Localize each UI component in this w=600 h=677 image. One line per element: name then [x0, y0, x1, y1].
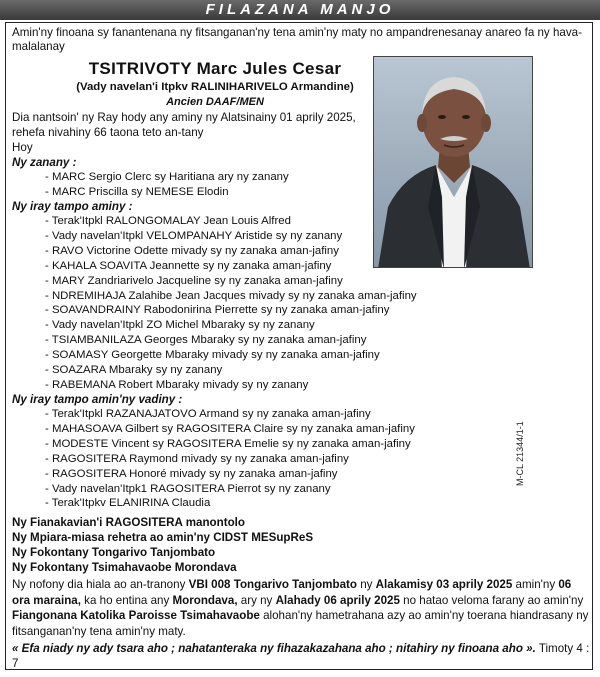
death-notice-line: Dia nantsoin' ny Ray hody any aminy ny Alatsinainy 01 aprily 2025, [12, 111, 356, 124]
list-item: - MARC Priscilla sy NEMESE Elodin [45, 185, 229, 198]
list-item: - Vady navelan'Itpkl ZO Michel Mbaraky sy ny zanany [45, 319, 315, 332]
deceased-title: Ancien DAAF/MEN [166, 96, 264, 108]
list-item: - Terak'Itpkv ELANIRINA Claudia [45, 497, 211, 510]
death-notice [12, 110, 372, 155]
list-item: - NDREMIHAJA Zalahibe Jean Jacques mivady sy ny zanaka aman-jafiny [45, 289, 417, 302]
family-groups [12, 515, 313, 575]
list-item: - TSIAMBANILAZA Georges Mbaraky sy ny zanaka aman-jafiny [45, 334, 367, 347]
siblings-list [45, 214, 417, 393]
funeral-text: ny [356, 578, 376, 591]
list-item: - SOAVANDRAINY Rabodonirina Pierrette sy ny zanaka aman-jafiny [45, 304, 390, 317]
funeral-text: ary ny [237, 593, 276, 607]
list-item: - Terak'Itpkl RALONGOMALAY Jean Louis Alfred [45, 215, 291, 227]
death-notice-line: rehefa nivahiny 66 taona teto an-tany [12, 126, 204, 139]
siblings-label: Ny iray tampo aminy : [12, 200, 133, 213]
notice-header-title: FILAZANA MANJO [205, 1, 395, 18]
list-item: - MAHASOAVA Gilbert sy RAGOSITERA Claire sy ny zanaka aman-jafiny [45, 422, 415, 435]
death-notice-line: Hoy [12, 141, 33, 154]
funeral-destination: Morondava, [172, 593, 238, 607]
quote-reference: Timoty 4 : 7 [12, 642, 590, 670]
widow-line: (Vady navelan'i Itpkv RALINIHARIVELO Armandine) [76, 81, 354, 93]
funeral-address: VBI 008 Tongarivo Tanjombato [188, 578, 357, 591]
funeral-time: 06 ora maraina, [12, 578, 572, 607]
quote-text: « Efa niady ny ady tsara aho ; nahatanteraka ny fihazakazahana aho ; nitahiry ny finoana aho ». [12, 642, 536, 655]
list-item: - MARY Zandriarivelo Jacqueline sy ny zanaka aman-jafiny [45, 274, 343, 287]
wife-siblings-list [45, 407, 415, 511]
children-list [45, 170, 289, 200]
list-item: - SOAMASY Georgette Mbaraky mivady sy ny zanaka aman-jafiny [45, 349, 380, 362]
funeral-text: alohan'ny hametrahana azy ao amin'ny toerana hiandrasany ny fitsanganan'ny tena amin'ny maty. [12, 609, 589, 638]
list-item: - MARC Sergio Clerc sy Haritiana ary ny zanany [45, 171, 289, 183]
funeral-text: amin'ny [512, 578, 559, 591]
wife-siblings-label: Ny iray tampo amin'ny vadiny : [12, 393, 183, 406]
list-item: - SOAZARA Mbaraky sy ny zanany [45, 364, 223, 377]
list-item: - RAGOSITERA Raymond mivady sy ny zanaka aman-jafiny [45, 452, 349, 465]
children-label: Ny zanany : [12, 156, 77, 169]
farewell-date: Alahady 06 aprily 2025 [275, 593, 400, 607]
list-item: - RAVO Victorine Odette mivady sy ny zanaka aman-jafiny [45, 244, 339, 257]
list-item: - Vady navelan'Itpkl VELOMPANAHY Aristide sy ny zanany [45, 229, 343, 242]
family-group-line: Ny Fianakavian'i RAGOSITERA manontolo [12, 516, 245, 529]
family-group-line: Ny Fokontany Tsimahavaobe Morondava [12, 561, 237, 574]
family-group-line: Ny Mpiara-miasa rehetra ao amin'ny CIDST MESupReS [12, 531, 314, 544]
funeral-text: ka ho entina any [80, 593, 173, 607]
list-item: - Vady navelan'Itpk1 RAGOSITERA Pierrot sy ny zanany [45, 482, 331, 495]
notice-header-bar [0, 0, 600, 20]
intro-text: Amin'ny finoana sy fanantenana ny fitsanganan'ny tena amin'ny maty no ampandrenesanay anareo fa ny hava-malalanay [12, 26, 582, 53]
list-item: - MODESTE Vincent sy RAGOSITERA Emelie sy ny zanaka aman-jafiny [45, 437, 411, 450]
funeral-text: Ny nofony dia hiala ao an-tranony [12, 578, 189, 591]
list-item: - RABEMANA Robert Mbaraky mivady sy ny zanany [45, 378, 309, 391]
list-item: - Terak'Itpkl RAZANAJATOVO Armand sy ny zanaka aman-jafiny [45, 408, 371, 420]
bible-quote [12, 641, 590, 671]
side-reference-code: M-CL 21344/1-1 [515, 421, 525, 486]
deceased-name: TSITRIVOTY Marc Jules Cesar [88, 59, 342, 78]
funeral-date: Alakamisy 03 aprily 2025 [375, 578, 513, 591]
list-item: - RAGOSITERA Honoré mivady sy ny zanaka aman-jafiny [45, 467, 338, 480]
church-name: Fiangonana Katolika Paroisse Tsimahavaobe [12, 609, 260, 622]
family-group-line: Ny Fokontany Tongarivo Tanjombato [12, 546, 216, 559]
list-item: - KAHALA SOAVITA Jeannette sy ny zanaka aman-jafiny [45, 259, 332, 272]
funeral-text: no hatao veloma farany ao amin'ny [399, 593, 584, 607]
funeral-details [12, 577, 590, 639]
